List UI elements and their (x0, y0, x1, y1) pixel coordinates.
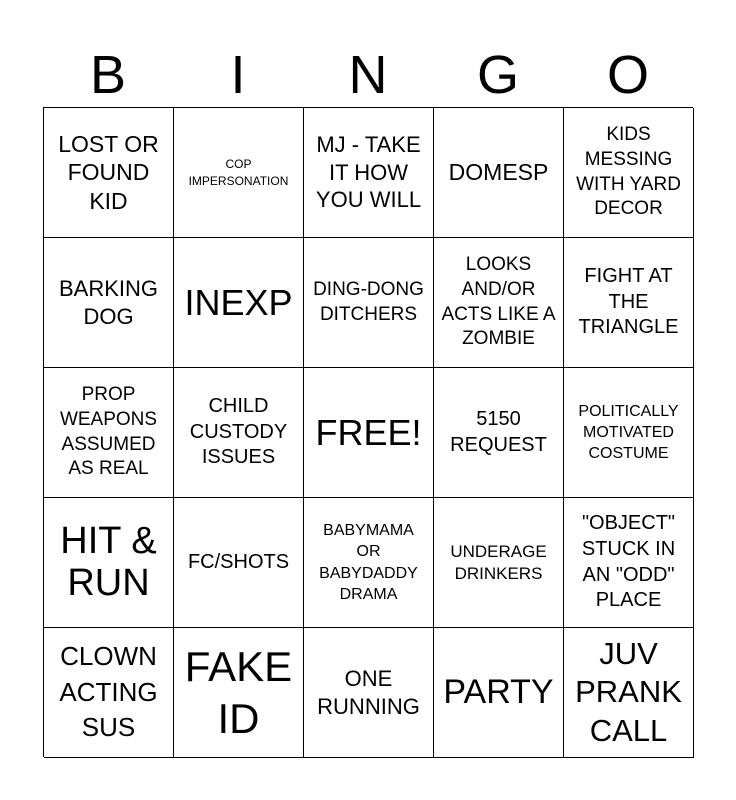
bingo-cell-r4-c2[interactable] (174, 498, 304, 628)
bingo-cell-r3-c3[interactable] (304, 368, 434, 498)
header-letter-i: I (230, 45, 246, 105)
bingo-cell-r3-c5[interactable] (564, 368, 694, 498)
bingo-cell-r1-c5[interactable] (564, 108, 694, 238)
cell-label: DING-DONG DITCHERS (313, 278, 424, 325)
cell-label: KIDS MESSING WITH YARD DECOR (576, 124, 681, 220)
cell-label: UNDERAGE DRINKERS (450, 541, 547, 583)
cell-label: PROP WEAPONS ASSUMED AS REAL (59, 384, 158, 480)
cell-label: LOST OR FOUND KID (58, 131, 159, 214)
cell-label: "OBJECT" STUCK IN AN "ODD" PLACE (581, 512, 676, 612)
cell-label: HIT & RUN (60, 519, 157, 604)
bingo-board (43, 107, 693, 757)
bingo-cell-r5-c2[interactable] (174, 628, 304, 758)
bingo-cell-r5-c1[interactable] (44, 628, 174, 758)
header-letter-n: N (348, 45, 388, 105)
cell-label: POLITICALLY MOTIVATED COSTUME (578, 402, 679, 463)
cell-label: COP IMPERSONATION (188, 156, 289, 188)
bingo-cell-r4-c5[interactable] (564, 498, 694, 628)
bingo-cell-r3-c4[interactable] (434, 368, 564, 498)
cell-label: INEXP (184, 281, 293, 323)
bingo-cell-r5-c4[interactable] (434, 628, 564, 758)
cell-label: BARKING DOG (58, 275, 159, 329)
cell-label: MJ - TAKE IT HOW YOU WILL (315, 131, 422, 213)
cell-label: FAKE ID (184, 643, 293, 742)
bingo-cell-r4-c3[interactable] (304, 498, 434, 628)
cell-label: CLOWN ACTING SUS (59, 640, 158, 743)
cell-label: 5150 REQUEST (450, 407, 547, 456)
bingo-cell-r5-c5[interactable] (564, 628, 694, 758)
bingo-cell-r3-c1[interactable] (44, 368, 174, 498)
bingo-cell-r1-c2[interactable] (174, 108, 304, 238)
cell-label: PARTY (443, 672, 554, 711)
bingo-cell-r1-c1[interactable] (44, 108, 174, 238)
cell-label: CHILD CUSTODY ISSUES (189, 395, 288, 469)
bingo-cell-r2-c1[interactable] (44, 238, 174, 368)
cell-label: FC/SHOTS (187, 550, 290, 573)
bingo-cell-r1-c4[interactable] (434, 108, 564, 238)
cell-label: BABYMAMA OR BABYDADDY DRAMA (319, 522, 418, 603)
bingo-cell-r2-c4[interactable] (434, 238, 564, 368)
cell-label: FIGHT AT THE TRIANGLE (578, 265, 679, 339)
cell-label: FREE! (315, 411, 422, 453)
header-letter-b: B (89, 45, 127, 105)
bingo-cell-r4-c1[interactable] (44, 498, 174, 628)
bingo-cell-r2-c5[interactable] (564, 238, 694, 368)
bingo-header (43, 44, 693, 106)
bingo-cell-r2-c2[interactable] (174, 238, 304, 368)
bingo-cell-r4-c4[interactable] (434, 498, 564, 628)
bingo-cell-r2-c3[interactable] (304, 238, 434, 368)
bingo-cell-r5-c3[interactable] (304, 628, 434, 758)
cell-label: JUV PRANK CALL (575, 635, 682, 748)
cell-label: DOMESP (448, 159, 549, 186)
cell-label: ONE RUNNING (317, 665, 420, 719)
header-letter-o: O (606, 45, 649, 105)
bingo-cell-r3-c2[interactable] (174, 368, 304, 498)
cell-label: LOOKS AND/OR ACTS LIKE A ZOMBIE (441, 254, 556, 350)
bingo-cell-r1-c3[interactable] (304, 108, 434, 238)
header-letter-g: G (476, 45, 519, 105)
